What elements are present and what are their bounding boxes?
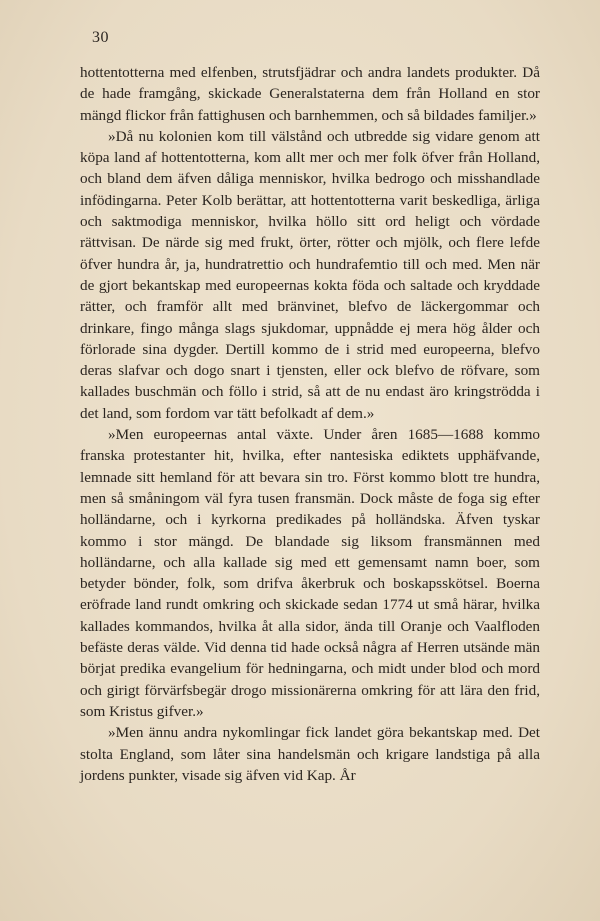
paragraph-4: »Men ännu andra nykomlingar fick landet göra bekantskap med. Det stolta England, som låter sina handelsmän och krigare landstiga på alla jordens punkter, visade sig äfven vid Kap. År (80, 724, 540, 784)
page-number: 30 (92, 29, 109, 46)
paragraph-3: »Men europeernas antal växte. Under åren 1685—1688 kommo franska protestanter hit, hvilka, efter nantesiska ediktets upphäfvande, lemnade sitt hemland för att bevara sin tro. Först kommo blott tre hundra, men så småningom väl fyra tusen fransmän. Dock måste de foga sig efter holländarne, och i kyrkorna predikades på holländska. Äfven tyskar kommo i stor mängd. De blandade sig liksom fransmännen med holländarne, och alla kallade sig med ett gemensamt namn boer, som betyder bönder, folk, som drifva åkerbruk och boskapsskötsel. Boerna eröfrade land rundt omkring och skickade sedan 1774 ut små härar, hvilka kallades kommandos, hvilka åt alla sidor, ända till Oranje och Vaalfloden befäste deras välde. Vid denna tid hade också några af Herren utsände män börjat predika evangelium för hedningarna, och midt under blod och mord och girigt förvärfsbegär drogo missionärerna omkring för att lära den frid, som Kristus gifver.» (80, 426, 540, 720)
paragraph-1: hottentotterna med elfenben, strutsfjädrar och andra landets produkter. Då de hade framgång, skickade Generalstaterna dem från Holland en stor mängd flickor från fattighusen och barnhemmen, och så bildades familjer.» (80, 64, 540, 124)
body-text (80, 62, 540, 786)
paragraph-2: »Då nu kolonien kom till välstånd och utbredde sig vidare genom att köpa land af hottentotterna, kom allt mer och mer folk öfver från Holland, och bland dem äfven dåliga menniskor, hvilka bedrogo och misshandlade infödingarna. Peter Kolb berättar, att hottentotterna varit beskedliga, ärliga och saktmodiga menniskor, hvilka höllo sitt ord heligt och vördade rättvisan. De närde sig med frukt, örter, rötter och mjölk, och flere lefde öfver hundra år, ja, hundratrettio och hundrafemtio till och med. Men när de gjort bekantskap med europeernas kokta föda och saltade och kryddade rätter, och framför allt med bränvinet, blefvo de läckergommar och drinkare, fingo många slags sjukdomar, uppnådde ej mera hög ålder och förlorade sina dygder. Dertill kommo de i strid med europeerna, blefvo deras slafvar och dogo snart i tjensten, eller ock blefvo de röfvare, som kallades buschmän och föllo i strid, så att de nu endast äro kringströdda i det land, som fordom var tätt befolkadt af dem.» (80, 127, 540, 422)
